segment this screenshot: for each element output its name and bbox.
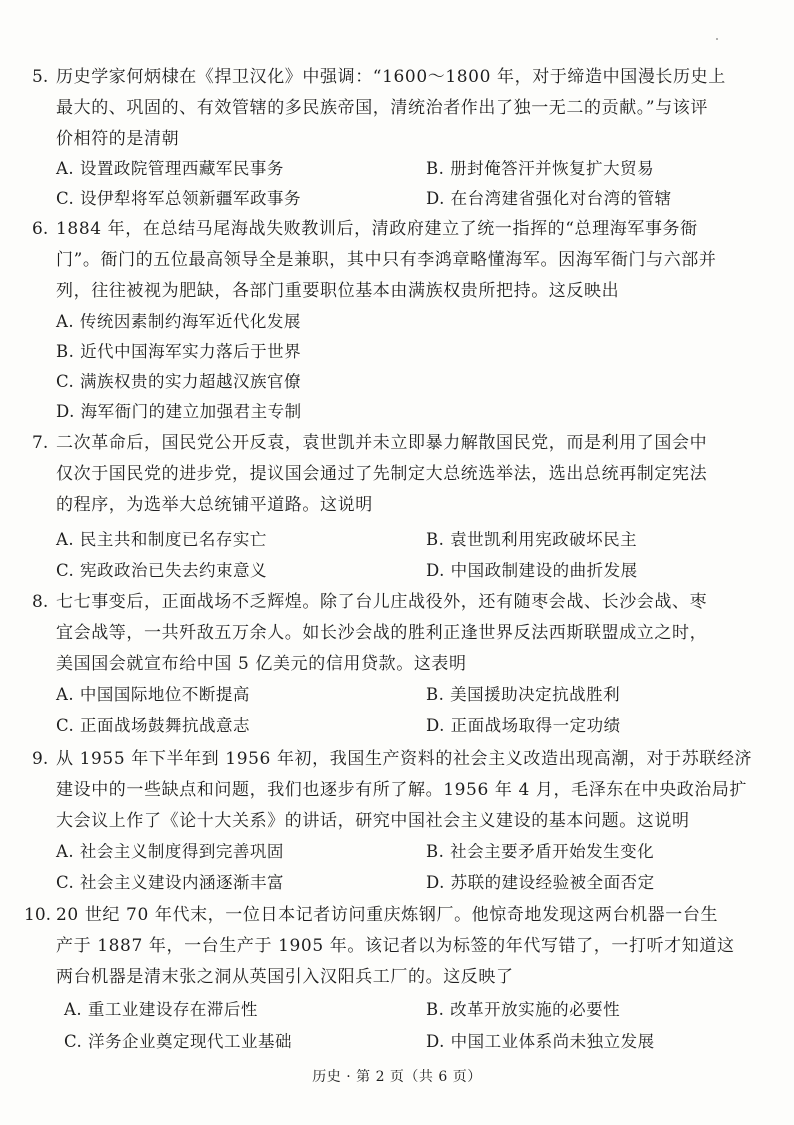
question-text-line: 大会议上作了《论十大关系》的讲话，研究中国社会主义建设的基本问题。这说明: [56, 811, 690, 831]
option-d[interactable]: D. 苏联的建设经验被全面否定: [426, 873, 655, 892]
option-a[interactable]: A. 中国国际地位不断提高: [56, 685, 250, 704]
question-text-line: 宜会战等，一共歼敌五万余人。如长沙会战的胜利正逢世界反法西斯联盟成立之时，: [56, 623, 708, 643]
question-text-line: 两台机器是清末张之洞从英国引入汉阳兵工厂的。这反映了: [56, 967, 514, 987]
option-b[interactable]: B. 近代中国海军实力落后于世界: [56, 342, 302, 361]
question-text-line: 产于 1887 年，一台生产于 1905 年。该记者以为标签的年代写错了，一打听才知道这: [56, 936, 735, 956]
question-number: 7.: [32, 433, 49, 453]
option-d[interactable]: D. 中国政制建设的曲折发展: [426, 561, 638, 580]
option-a[interactable]: A. 社会主义制度得到完善巩固: [56, 842, 284, 861]
option-c[interactable]: C. 设伊犁将军总领新疆军政事务: [56, 189, 302, 208]
question-text-line: 1884 年，在总结马尾海战失败教训后，清政府建立了统一指挥的“总理海军事务衙: [56, 219, 698, 239]
question-number: 10.: [24, 905, 52, 925]
option-b[interactable]: B. 美国援助决定抗战胜利: [426, 685, 621, 704]
option-c[interactable]: C. 满族权贵的实力超越汉族官僚: [56, 372, 302, 391]
option-a[interactable]: A. 重工业建设存在滞后性: [64, 1000, 258, 1019]
option-a[interactable]: A. 民主共和制度已名存实亡: [56, 530, 267, 549]
question-text-line: 仅次于国民党的进步党，提议国会通过了先制定大总统选举法，选出总统再制定宪法: [56, 464, 708, 484]
question-text-line: 的程序，为选举大总统铺平道路。这说明: [56, 495, 373, 515]
option-c[interactable]: C. 洋务企业奠定现代工业基础: [64, 1032, 293, 1051]
question-number: 8.: [32, 592, 49, 612]
option-d[interactable]: D. 在台湾建省强化对台湾的管辖: [426, 189, 672, 208]
question-number: 9.: [32, 749, 49, 769]
question-text-line: 建设中的一些缺点和问题，我们也逐步有所了解。1956 年 4 月，毛泽东在中央政治局扩: [56, 780, 748, 800]
option-d[interactable]: D. 正面战场取得一定功绩: [426, 716, 621, 735]
question-text-line: 最大的、巩固的、有效管辖的多民族帝国，清统治者作出了独一无二的贡献。”与该评: [56, 98, 708, 118]
question-text-line: 价相符的是清朝: [56, 129, 180, 149]
question-text-line: 从 1955 年下半年到 1956 年初，我国生产资料的社会主义改造出现高潮，对于苏联经济: [56, 749, 753, 769]
question-text-line: 20 世纪 70 年代末，一位日本记者访问重庆炼钢厂。他惊奇地发现这两台机器一台生: [56, 905, 719, 925]
question-text-line: 列，往往被视为肥缺，各部门重要职位基本由满族权贵所把持。这反映出: [56, 281, 620, 301]
option-c[interactable]: C. 正面战场鼓舞抗战意志: [56, 716, 251, 735]
question-text-line: 历史学家何炳棣在《捍卫汉化》中强调：“1600～1800 年，对于缔造中国漫长历史上: [56, 67, 726, 87]
question-text-line: 七七事变后，正面战场不乏辉煌。除了台儿庄战役外，还有随枣会战、长沙会战、枣: [56, 592, 708, 612]
option-b[interactable]: B. 改革开放实施的必要性: [426, 1000, 621, 1019]
option-c[interactable]: C. 社会主义建设内涵逐渐丰富: [56, 873, 285, 892]
option-b[interactable]: B. 社会主要矛盾开始发生变化: [426, 842, 655, 861]
option-d[interactable]: D. 中国工业体系尚未独立发展: [426, 1032, 655, 1051]
option-a[interactable]: A. 设置政院管理西藏军民事务: [56, 159, 284, 178]
page-footer: 历史 · 第 2 页（共 6 页）: [312, 1069, 482, 1085]
option-c[interactable]: C. 宪政政治已失去约束意义: [56, 561, 268, 580]
question-text-line: 美国国会就宣布给中国 5 亿美元的信用贷款。这表明: [56, 654, 467, 674]
option-b[interactable]: B. 册封俺答汗并恢复扩大贸易: [426, 159, 655, 178]
option-d[interactable]: D. 海军衙门的建立加强君主专制: [56, 402, 302, 421]
question-text-line: 门”。衙门的五位最高领导全是兼职，其中只有李鸿章略懂海军。因海军衙门与六部并: [56, 250, 717, 270]
question-number: 6.: [32, 219, 49, 239]
question-number: 5.: [32, 67, 49, 87]
option-b[interactable]: B. 袁世凯利用宪政破坏民主: [426, 530, 638, 549]
question-text-line: 二次革命后，国民党公开反袁，袁世凯并未立即暴力解散国民党，而是利用了国会中: [56, 433, 708, 453]
scan-speck: [716, 38, 718, 40]
option-a[interactable]: A. 传统因素制约海军近代化发展: [56, 312, 301, 331]
